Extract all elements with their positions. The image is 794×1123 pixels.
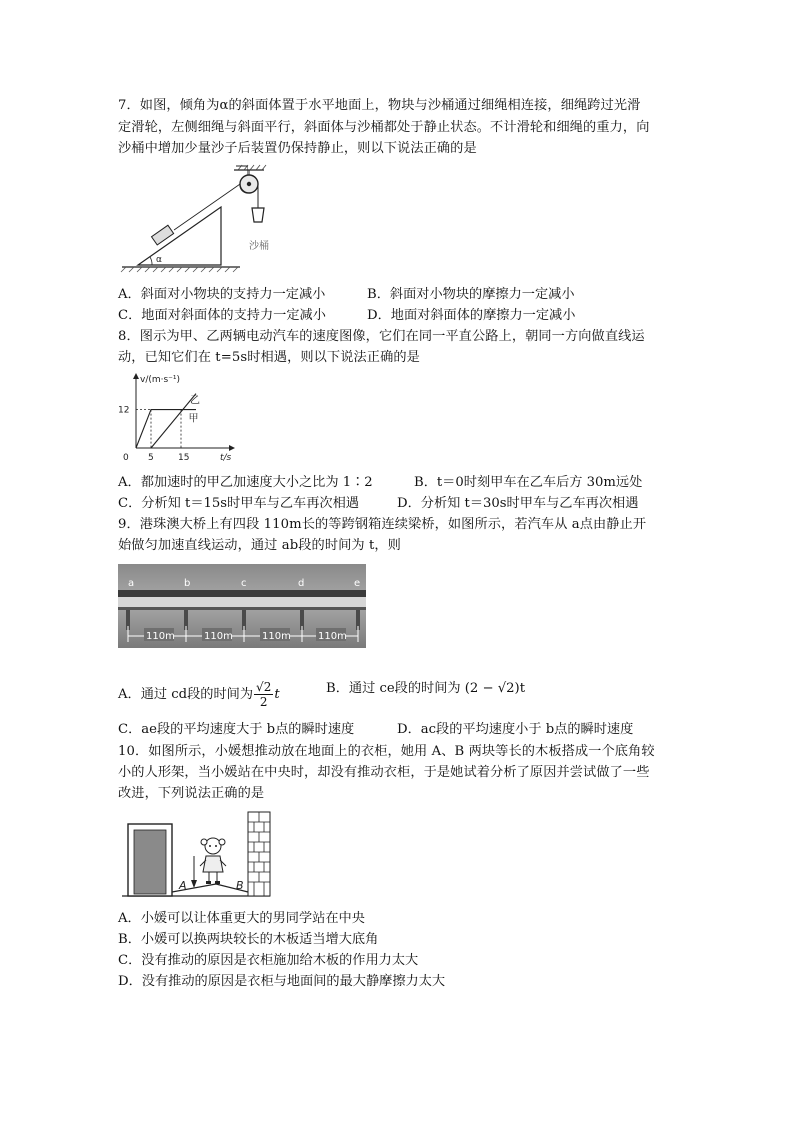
q8-stem-line-1: 8．图示为甲、乙两辆电动汽车的速度图像，它们在同一平直公路上，朝同一方向做直线运 <box>118 329 645 344</box>
q10-stem-line-1: 10．如图所示，小媛想推动放在地面上的衣柜，她用 A、B 两块等长的木板搭成一个底角较 <box>118 744 655 759</box>
q10-wardrobe-figure <box>120 810 280 902</box>
q9-option-a-numerator: √2 <box>256 680 272 694</box>
q9-option-a-text: A．通过 cd段的时间为 <box>118 687 254 702</box>
bridge-point-b: b <box>184 578 191 589</box>
q10-stem-line-2: 小的人形架，当小媛站在中央时，却没有推动衣柜，于是她试着分析了原因并尝试做了一些 <box>118 765 650 780</box>
q9-option-b-text: B．通过 ce段的时间为 <box>326 681 461 696</box>
x-axis-label: t/s <box>220 453 232 462</box>
q8-option-b: B．t＝0时刻甲车在乙车后方 30m远处 <box>414 475 643 490</box>
q10-option-d: D．没有推动的原因是衣柜与地面间的最大静摩擦力太大 <box>118 974 446 989</box>
q7-stem-line-2: 定滑轮，左侧细绳与斜面平行，斜面体与沙桶都处于静止状态。不计滑轮和细绳的重力，向 <box>118 120 650 135</box>
q8-option-d: D．分析知 t＝30s时甲车与乙车再次相遇 <box>397 496 639 511</box>
span-label-ab: 110m <box>146 631 175 642</box>
q7-option-a: A．斜面对小物块的支持力一定减小 <box>118 287 326 302</box>
q10-stem-line-3: 改进，下列说法正确的是 <box>118 786 265 801</box>
board-label-a: A <box>179 879 187 892</box>
q9-option-d: D．ac段的平均速度小于 b点的瞬时速度 <box>397 722 634 737</box>
bridge-point-a: a <box>128 578 135 589</box>
span-label-bc: 110m <box>204 631 233 642</box>
q7-option-d: D．地面对斜面体的摩擦力一定减小 <box>367 308 576 323</box>
q8-velocity-time-chart <box>116 370 238 462</box>
q7-incline-pulley-figure <box>118 162 248 274</box>
q10-option-a: A．小媛可以让体重更大的男同学站在中央 <box>118 911 365 926</box>
span-label-de: 110m <box>318 631 347 642</box>
bridge-point-c: c <box>241 578 247 589</box>
q10-option-c: C．没有推动的原因是衣柜施加给木板的作用力太大 <box>118 953 419 968</box>
span-label-cd: 110m <box>262 631 291 642</box>
q8-stem-line-2: 动，已知它们在 t=5s时相遇，则以下说法正确的是 <box>118 350 420 365</box>
y-axis-label: v/(m·s⁻¹) <box>140 375 181 385</box>
q7-bucket-label: 沙桶 <box>249 241 269 252</box>
q9-option-b-expression: (2 − √2)t <box>464 681 525 696</box>
q7-stem-line-1: 7．如图，倾角为α的斜面体置于水平地面上，物块与沙桶通过细绳相连接，细绳跨过光滑 <box>118 98 641 113</box>
q8-option-a: A．都加速时的甲乙加速度大小之比为 1∶2 <box>118 475 373 490</box>
q7-bucket-figure <box>230 162 280 262</box>
series-line-1 <box>136 410 196 448</box>
bridge-point-d: d <box>298 578 305 589</box>
q9-option-a-variable: t <box>274 687 280 702</box>
series-label-jia: 甲 <box>188 413 199 425</box>
bridge-point-e: e <box>354 578 361 589</box>
q10-option-b: B．小媛可以换两块较长的木板适当增大底角 <box>118 932 379 947</box>
q9-option-c: C．ae段的平均速度大于 b点的瞬时速度 <box>118 722 355 737</box>
q8-option-c: C．分析知 t＝15s时甲车与乙车再次相遇 <box>118 496 359 511</box>
origin-label: 0 <box>123 453 129 462</box>
board-label-b: B <box>236 879 244 892</box>
x-tick-label-5: 5 <box>148 453 154 462</box>
q9-stem-line-2: 始做匀加速直线运动，通过 ab段的时间为 t，则 <box>118 538 401 553</box>
q9-option-a-denominator: 2 <box>259 695 268 709</box>
y-tick-label-12: 12 <box>118 405 130 416</box>
series-label-yi: 乙 <box>190 395 200 407</box>
q9-bridge-photo <box>118 564 366 648</box>
q7-angle-label: α <box>156 255 162 265</box>
q7-option-c: C．地面对斜面体的支持力一定减小 <box>118 308 326 323</box>
q7-option-b: B．斜面对小物块的摩擦力一定减小 <box>367 287 575 302</box>
x-tick-label-15: 15 <box>178 453 190 462</box>
q9-option-a <box>118 680 280 709</box>
q7-stem-line-3: 沙桶中增加少量沙子后装置仍保持静止，则以下说法正确的是 <box>118 141 477 156</box>
q9-stem-line-1: 9．港珠澳大桥上有四段 110m长的等跨钢箱连续梁桥，如图所示，若汽车从 a点由静止开 <box>118 517 647 532</box>
q9-option-b <box>326 680 525 698</box>
